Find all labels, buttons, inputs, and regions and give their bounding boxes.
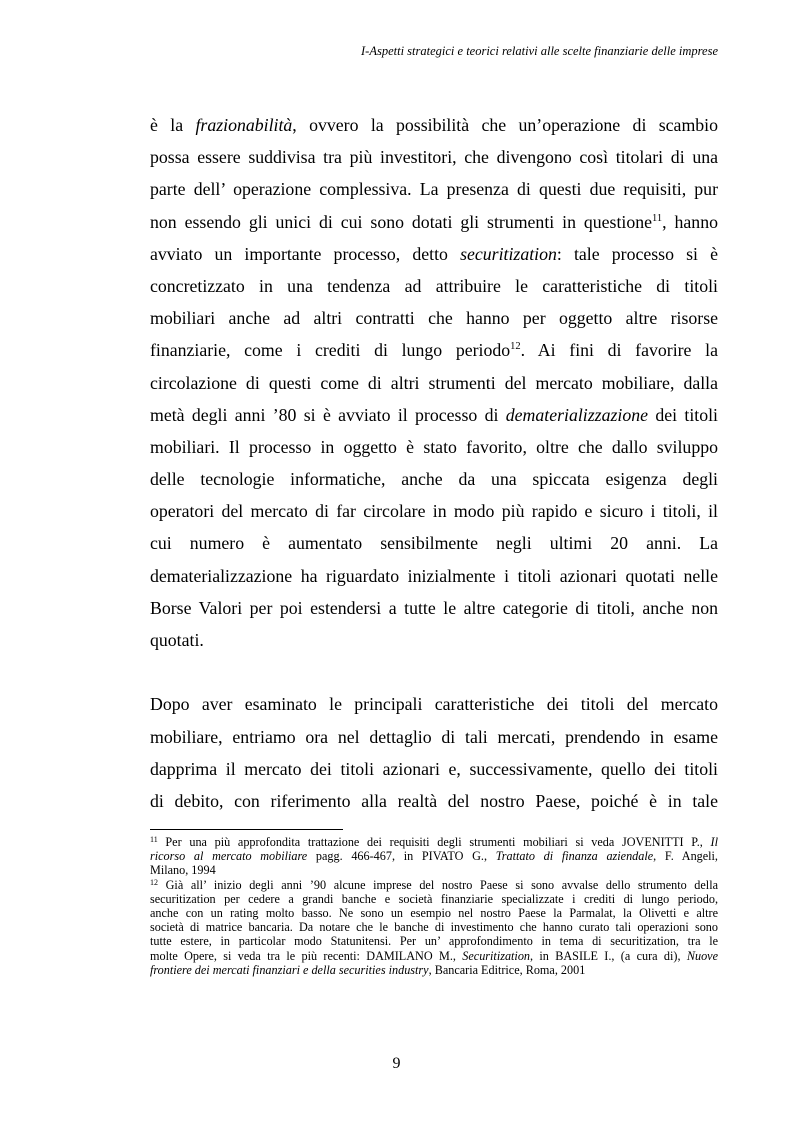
text-line [150, 878, 718, 892]
text-run: dei titoli [648, 404, 718, 425]
text-run: finanziarie, come i crediti di lungo periodo [150, 340, 511, 361]
text-run: mobiliare, entriamo ora nel dettaglio di tali mercati, prendendo in esame [150, 726, 718, 747]
text-line [150, 949, 718, 963]
text-line [150, 334, 718, 366]
text-run: concretizzato in una tendenza ad attribuire le caratteristiche di titoli [150, 275, 718, 296]
text-run: possa essere suddivisa tra più investitori, che divengono così titolari di una [150, 147, 718, 168]
text-line [150, 624, 718, 656]
text-line [150, 270, 718, 302]
text-line [150, 863, 718, 877]
text-line [150, 835, 718, 849]
paragraph [150, 688, 718, 817]
text-run: Borse Valori per poi estendersi a tutte le altre categorie di titoli, anche non [150, 597, 718, 618]
text-run: pagg. 466-467, in PIVATO G., [307, 849, 496, 864]
text-run: , in BASILE I., (a cura di), [530, 948, 687, 963]
text-line [150, 963, 718, 977]
text-line [150, 560, 718, 592]
text-run: dapprima il mercato dei titoli azionari e, successivamente, quello dei titoli [150, 758, 718, 779]
text-line [150, 431, 718, 463]
footnotes [150, 835, 718, 977]
paragraph-gap [150, 656, 718, 688]
text-run: cui numero è aumentato sensibilmente negli ultimi 20 anni. La [150, 533, 718, 554]
text-run: molte Opere, si veda tra le più recenti: DAMILANO M., [150, 948, 463, 963]
italic-text: ricorso al mercato mobiliare [150, 849, 308, 864]
text-line [150, 527, 718, 559]
text-run: società di matrice bancaria. Da notare che le banche di investimento che hanno curato tali operazioni sono [150, 920, 718, 935]
text-run: securitization per cedere a grandi banche e società finanziarie specializzate i crediti di lungo periodo, [150, 891, 718, 906]
text-line [150, 892, 718, 906]
text-line [150, 785, 718, 817]
text-run: , F. Angeli, [653, 849, 718, 864]
text-run: anche con un rating molto basso. Ne sono un esempio nel nostro Paese la Parmalat, la Olivetti e altre [150, 905, 718, 920]
text-line [150, 849, 718, 863]
text-line [150, 367, 718, 399]
italic-text: Il [710, 835, 718, 849]
text-line [150, 302, 718, 334]
text-line [150, 920, 718, 934]
text-run: Dopo aver esaminato le principali caratteristiche dei titoli del mercato [150, 694, 718, 715]
text-run: metà degli anni ’80 si è avviato il processo di [150, 404, 506, 425]
text-run: mobiliari. Il processo in oggetto è stato favorito, oltre che dallo sviluppo [150, 436, 718, 457]
footnote-separator [150, 829, 343, 830]
italic-text: frontiere dei mercati finanziari e della securities industry [150, 962, 429, 977]
footnote [150, 878, 718, 977]
running-header: I-Aspetti strategici e teorici relativi alle scelte finanziarie delle imprese [361, 44, 718, 58]
text-line [150, 753, 718, 785]
text-line [150, 906, 718, 920]
text-line [150, 495, 718, 527]
text-run: parte dell’ operazione complessiva. La presenza di questi due requisiti, pur [150, 179, 718, 200]
paragraph [150, 109, 718, 656]
footnote-marker: 12 [150, 877, 158, 887]
text-line [150, 206, 718, 238]
text-line [150, 592, 718, 624]
text-run: . Ai fini di favorire la [520, 340, 718, 361]
main-text [150, 109, 718, 817]
text-line [150, 463, 718, 495]
text-run: Per una più approfondita trattazione dei requisiti degli strumenti mobiliari si veda JOVENITTI P., [157, 835, 711, 849]
text-line [150, 238, 718, 270]
text-run: Milano, 1994 [150, 863, 216, 878]
text-line [150, 173, 718, 205]
italic-text: securitization [460, 243, 557, 264]
italic-text: Securitization [462, 948, 531, 963]
text-line [150, 399, 718, 431]
text-run: tutte estere, in particolar modo Statunitensi. Per un’ approfondimento in tema di securitization, tra le [150, 934, 718, 949]
text-line [150, 688, 718, 720]
text-run: , ovvero la possibilità che un’operazione di scambio [292, 115, 718, 135]
text-run: di debito, con riferimento alla realtà del nostro Paese, poiché è in tale [150, 790, 718, 811]
italic-text: dematerializzazione [505, 404, 648, 425]
italic-text: frazionabilità [195, 115, 293, 135]
text-line [150, 141, 718, 173]
text-line [150, 109, 718, 141]
italic-text: Nuove [686, 948, 718, 963]
text-run: quotati. [150, 630, 204, 650]
footnote [150, 835, 718, 878]
footnote-marker: 12 [510, 341, 521, 353]
text-run: mobiliari anche ad altri contratti che hanno per oggetto altre risorse [150, 308, 718, 329]
text-line [150, 934, 718, 948]
text-run: , Bancaria Editrice, Roma, 2001 [428, 962, 586, 977]
text-run: , hanno [662, 211, 718, 232]
text-run: Già all’ inizio degli anni ’90 alcune imprese del nostro Paese si sono avvalse dello strumento della [158, 877, 718, 892]
text-run: delle tecnologie informatiche, anche da una spiccata esigenza degli [150, 469, 718, 490]
text-run: non essendo gli unici di cui sono dotati gli strumenti in questione [150, 211, 653, 232]
text-run: circolazione di questi come di altri strumenti del mercato mobiliare, dalla [150, 372, 718, 393]
text-run: è la [150, 115, 196, 135]
text-run: dematerializzazione ha riguardato inizialmente i titoli azionari quotati nelle [150, 565, 718, 586]
page-number: 9 [392, 1055, 401, 1072]
text-line [150, 721, 718, 753]
footnote-marker: 11 [652, 212, 663, 224]
footnote-marker: 11 [150, 835, 158, 844]
text-run: operatori del mercato di far circolare in modo più rapido e sicuro i titoli, il [150, 501, 718, 522]
text-run: avviato un importante processo, detto [150, 243, 461, 264]
text-run: : tale processo si è [556, 243, 719, 264]
italic-text: Trattato di finanza aziendale [495, 849, 654, 864]
